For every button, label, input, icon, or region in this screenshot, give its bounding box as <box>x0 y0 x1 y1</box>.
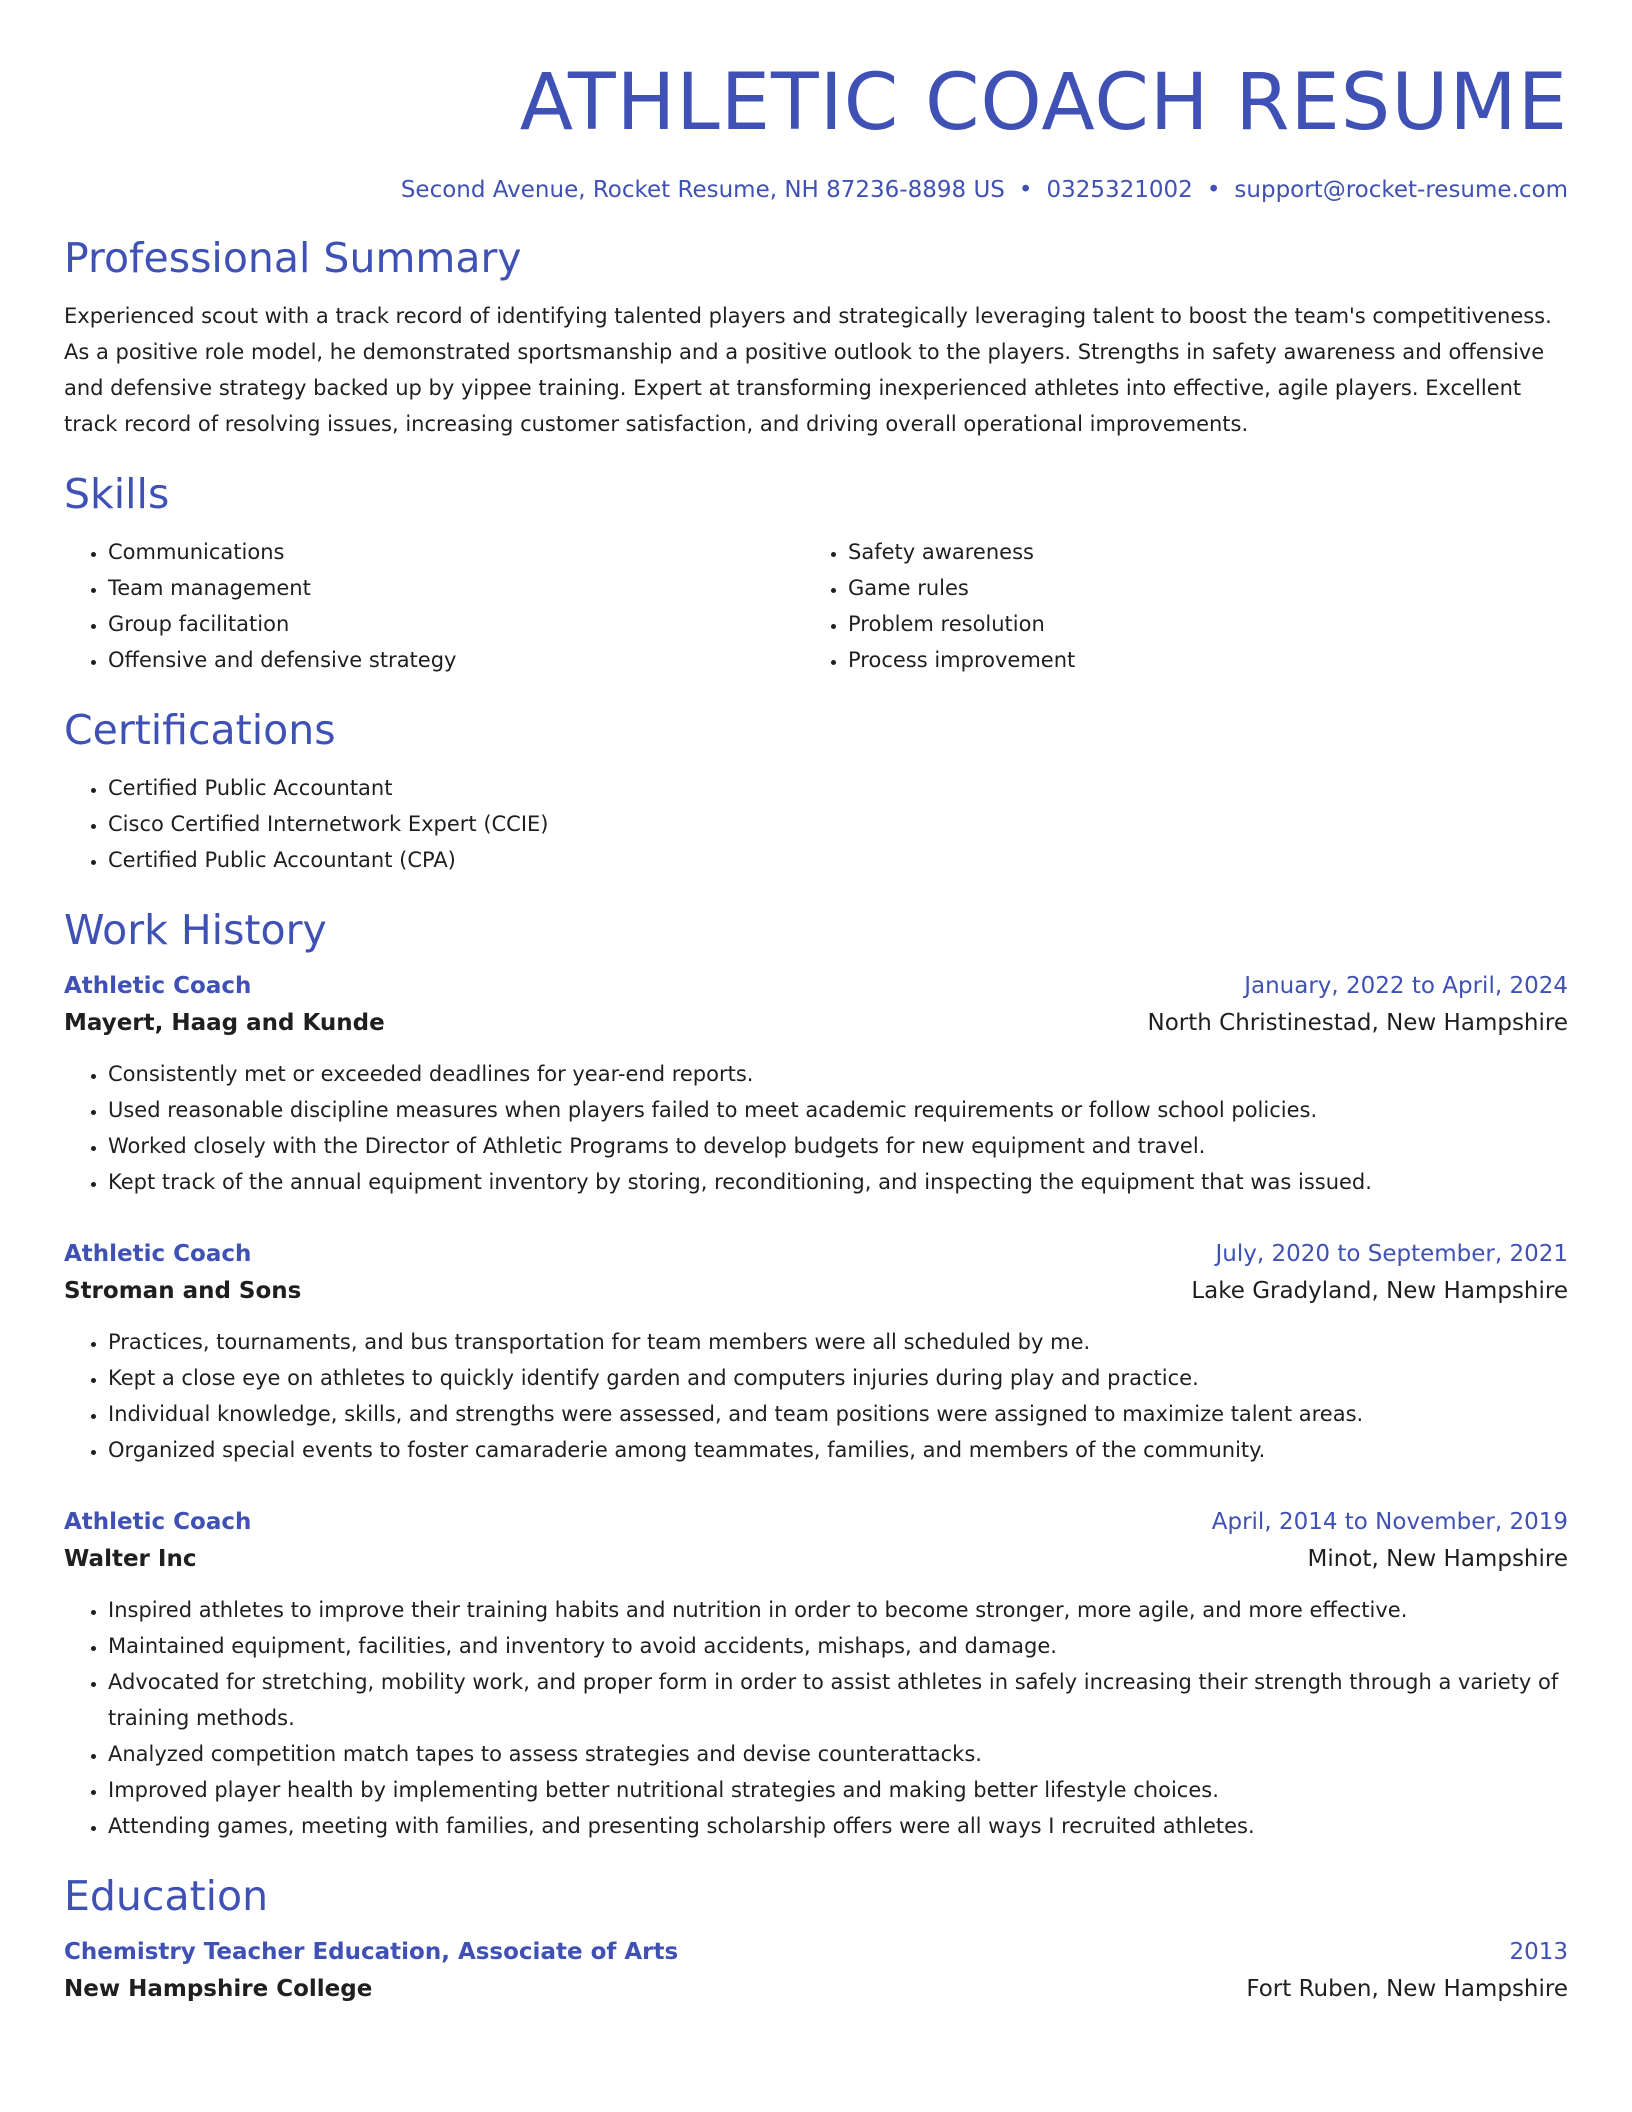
skills-columns <box>64 534 1568 678</box>
job-duties-list <box>64 1056 1568 1200</box>
skill-item: • Safety awareness <box>848 534 1544 570</box>
contact-separator: • <box>1018 177 1033 203</box>
skill-item: • Game rules <box>848 570 1544 606</box>
skills-column-left <box>64 534 804 678</box>
contact-email[interactable]: support@rocket-resume.com <box>1234 177 1568 203</box>
certification-item: • Cisco Certified Internetwork Expert (CCIE) <box>108 806 1568 842</box>
job-duty-item: • Organized special events to foster camaraderie among teammates, families, and members of the community. <box>108 1432 1568 1468</box>
certifications-list <box>64 770 1568 878</box>
job-duty-item: • Improved player health by implementing better nutritional strategies and making better lifestyle choices. <box>108 1772 1568 1808</box>
summary-heading: Professional Summary <box>64 234 522 282</box>
certifications-section <box>64 702 1568 878</box>
job-duty-item: • Kept a close eye on athletes to quickly identify garden and computers injuries during play and practice. <box>108 1360 1568 1396</box>
skill-item: • Problem resolution <box>848 606 1544 642</box>
job-entry <box>64 1236 1568 1468</box>
job-title-row <box>64 1236 1568 1272</box>
summary-text: Experienced scout with a track record of identifying talented players and strategically leveraging talent to boost the team's competitiveness. As a positive role model, he demonstrated sportsmanship and a positive outlook to the players. Strengths in safety awareness and offensive and defensive strategy backed up by yippee training. Expert at transforming inexperienced athletes into effective, agile players. Excellent track record of resolving issues, increasing customer satisfaction, and driving overall operational improvements. <box>64 304 1552 436</box>
job-location: Minot, New Hampshire <box>1307 1546 1568 1572</box>
contact-separator: • <box>1206 177 1221 203</box>
job-duty-item: • Practices, tournaments, and bus transportation for team members were all scheduled by me. <box>108 1324 1568 1360</box>
resume-title: ATHLETIC COACH RESUME <box>519 58 1568 148</box>
job-title-row <box>64 1504 1568 1540</box>
education-heading: Education <box>64 1872 269 1920</box>
skills-column-right <box>804 534 1544 678</box>
job-company: Mayert, Haag and Kunde <box>64 1010 385 1036</box>
job-duty-item: • Used reasonable discipline measures when players failed to meet academic requirements or follow school policies. <box>108 1092 1568 1128</box>
job-location: North Christinestad, New Hampshire <box>1147 1010 1568 1036</box>
job-title: Athletic Coach <box>64 1509 252 1535</box>
education-school: New Hampshire College <box>64 1976 373 2002</box>
job-duties-list <box>64 1592 1568 1844</box>
skills-list-left <box>64 534 804 678</box>
skill-item: • Process improvement <box>848 642 1544 678</box>
education-school-row <box>64 1970 1568 2008</box>
job-duty-item: • Consistently met or exceeded deadlines for year-end reports. <box>108 1056 1568 1092</box>
work-history-section <box>64 902 1568 1844</box>
job-title: Athletic Coach <box>64 1241 252 1267</box>
job-company: Walter Inc <box>64 1546 197 1572</box>
job-duty-item: • Individual knowledge, skills, and strengths were assessed, and team positions were assigned to maximize talent areas. <box>108 1396 1568 1432</box>
certification-item: • Certified Public Accountant <box>108 770 1568 806</box>
job-duty-item: • Inspired athletes to improve their training habits and nutrition in order to become stronger, more agile, and more effective. <box>108 1592 1568 1628</box>
job-dates: January, 2022 to April, 2024 <box>1244 973 1568 999</box>
summary-section <box>64 230 1568 442</box>
education-year: 2013 <box>1509 1939 1568 1965</box>
education-degree: Chemistry Teacher Education, Associate of Arts <box>64 1939 679 1965</box>
certification-item: • Certified Public Accountant (CPA) <box>108 842 1568 878</box>
skill-item: • Offensive and defensive strategy <box>108 642 804 678</box>
certifications-heading: Certifications <box>64 706 336 754</box>
skill-item: • Group facilitation <box>108 606 804 642</box>
job-duty-item: • Kept track of the annual equipment inventory by storing, reconditioning, and inspecting the equipment that was issued. <box>108 1164 1568 1200</box>
job-dates: April, 2014 to November, 2019 <box>1211 1509 1568 1535</box>
job-duty-item: • Analyzed competition match tapes to assess strategies and devise counterattacks. <box>108 1736 1568 1772</box>
job-duty-item: • Worked closely with the Director of Athletic Programs to develop budgets for new equipment and travel. <box>108 1128 1568 1164</box>
job-duty-item: • Maintained equipment, facilities, and inventory to avoid accidents, mishaps, and damage. <box>108 1628 1568 1664</box>
job-location: Lake Gradyland, New Hampshire <box>1191 1278 1568 1304</box>
education-entry <box>64 1934 1568 2008</box>
contact-phone[interactable]: 0325321002 <box>1046 177 1193 203</box>
skill-item: • Communications <box>108 534 804 570</box>
job-company: Stroman and Sons <box>64 1278 302 1304</box>
resume-header <box>64 50 1568 206</box>
job-company-row <box>64 1272 1568 1310</box>
job-company-row <box>64 1004 1568 1042</box>
job-company-row <box>64 1540 1568 1578</box>
education-section <box>64 1868 1568 2008</box>
education-degree-row <box>64 1934 1568 1970</box>
job-duty-item: • Attending games, meeting with families, and presenting scholarship offers were all ways I recruited athletes. <box>108 1808 1568 1844</box>
contact-line <box>64 174 1568 206</box>
job-entry <box>64 968 1568 1200</box>
education-location: Fort Ruben, New Hampshire <box>1246 1976 1568 2002</box>
skill-item: • Team management <box>108 570 804 606</box>
job-entry <box>64 1504 1568 1844</box>
contact-address: Second Avenue, Rocket Resume, NH 87236-8898 US <box>400 177 1005 203</box>
skills-section <box>64 466 1568 678</box>
job-title: Athletic Coach <box>64 973 252 999</box>
job-title-row <box>64 968 1568 1004</box>
work-history-heading: Work History <box>64 906 327 954</box>
skills-heading: Skills <box>64 470 170 518</box>
job-duties-list <box>64 1324 1568 1468</box>
job-duty-item: • Advocated for stretching, mobility work, and proper form in order to assist athletes in safely increasing their strength through a variety of training methods. <box>108 1664 1568 1736</box>
job-dates: July, 2020 to September, 2021 <box>1215 1241 1568 1267</box>
skills-list-right <box>804 534 1544 678</box>
